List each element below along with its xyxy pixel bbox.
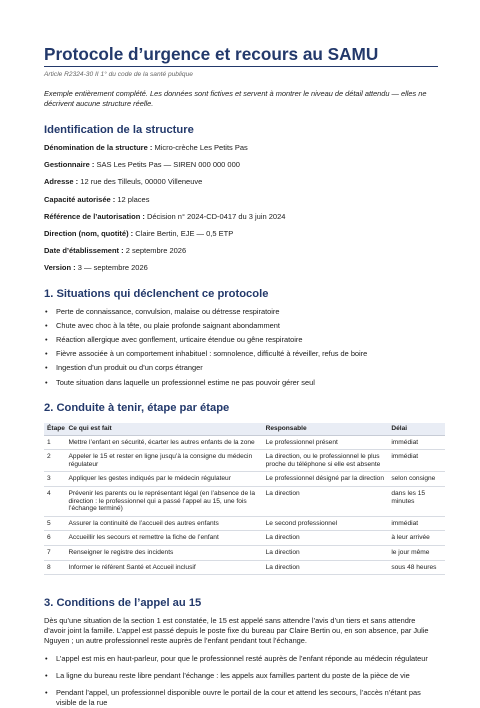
field-version — [44, 263, 438, 272]
conditions-list — [44, 654, 438, 708]
field-value: Micro-crèche Les Petits Pas — [152, 143, 248, 152]
table-cell: le jour même — [388, 545, 445, 560]
field-value: Décision n° 2024-CD-0417 du 3 juin 2024 — [144, 211, 286, 221]
list-item: • Ingestion d’un produit ou d’un corps étranger — [44, 363, 438, 372]
table-cell: Appeler le 15 et rester en ligne jusqu’à la consigne du médecin régulateur — [66, 450, 263, 472]
title-divider — [44, 66, 438, 67]
table-cell: selon consigne — [388, 472, 445, 487]
table-cell: La direction — [263, 545, 389, 560]
table-cell: 2 — [44, 450, 66, 472]
table-row — [44, 531, 445, 546]
column-header: Étape — [44, 423, 66, 436]
field-direction — [44, 229, 438, 238]
field-value: 12 places — [115, 194, 150, 204]
list-item: • Fièvre associée à un comportement inhabituel : somnolence, difficulté à réveiller, refus de boire — [44, 349, 438, 358]
table-cell: sous 48 heures — [388, 560, 445, 575]
fictional-data-note: Exemple entièrement complété. Les données sont fictives et servent à montrer le niveau de détail attendu — elles ne décrivent aucune structure réelle. — [44, 89, 427, 108]
table-header-row — [44, 423, 445, 436]
table-cell: Appliquer les gestes indiqués par le médecin régulateur — [66, 472, 263, 487]
table-row — [44, 560, 445, 575]
column-header: Responsable — [263, 423, 389, 436]
list-item: • Perte de connaissance, convulsion, malaise ou détresse respiratoire — [44, 307, 438, 316]
page-subtitle: Article R2324-30 II 1° du code de la santé publique — [44, 71, 193, 78]
situations-heading: 1. Situations qui déclenchent ce protocole — [44, 287, 269, 300]
table-cell: Assurer la continuité de l’accueil des autres enfants — [66, 516, 263, 531]
table-row — [44, 545, 445, 560]
field-label: Date d’établissement : — [44, 246, 124, 256]
list-item: • La ligne du bureau reste libre pendant l’échange : les appels aux familles partent du poste de la pièce de vie — [44, 671, 438, 681]
field-adresse — [44, 177, 438, 186]
table-cell: La direction — [263, 560, 389, 575]
list-item: • Chute avec choc à la tête, ou plaie profonde saignant abondamment — [44, 321, 438, 330]
table-row — [44, 472, 445, 487]
conditions-heading: 3. Conditions de l’appel au 15 — [44, 597, 202, 610]
conditions-intro: Dès qu’une situation de la section 1 est constatée, le 15 est appelé sans attendre l’avis d’un tiers et sans attendre d’avoir joint la famille. L’appel est passé depuis le poste fixe du bureau par Claire Bertin ou, en son absence, par Julie Nguyen ; un autre professionnel reste auprès de l’enfant pendant tout l’échange. — [44, 616, 429, 646]
table-cell: 8 — [44, 560, 66, 575]
list-item: • Toute situation dans laquelle un professionnel estime ne pas pouvoir gérer seul — [44, 378, 438, 387]
field-label: Référence de l’autorisation : — [44, 211, 145, 221]
field-date — [44, 246, 438, 255]
field-label: Dénomination de la structure : — [44, 143, 153, 152]
field-value: 12 rue des Tilleuls, 00000 Villeneuve — [78, 177, 203, 187]
field-value: SAS Les Petits Pas — SIREN 000 000 000 — [94, 160, 240, 170]
field-label: Adresse : — [44, 177, 79, 187]
field-label: Direction (nom, quotité) : — [44, 229, 134, 239]
field-value: Claire Bertin, EJE — 0,5 ETP — [133, 229, 234, 239]
table-row — [44, 486, 445, 516]
column-header: Délai — [388, 423, 445, 436]
table-cell: à leur arrivée — [388, 531, 445, 546]
situations-list — [44, 307, 438, 387]
table-cell: immédiat — [388, 516, 445, 531]
table-row — [44, 435, 445, 450]
field-label: Gestionnaire : — [44, 160, 95, 170]
table-cell: 1 — [44, 435, 66, 450]
conduite-heading: 2. Conduite à tenir, étape par étape — [44, 401, 230, 414]
field-denomination — [44, 143, 438, 152]
table-cell: La direction — [263, 531, 389, 546]
table-cell: immédiat — [388, 450, 445, 472]
table-cell: 7 — [44, 545, 66, 560]
table-cell: 5 — [44, 516, 66, 531]
field-gestionnaire — [44, 160, 438, 169]
table-cell: Le professionnel présent — [263, 435, 389, 450]
table-row — [44, 516, 445, 531]
identification-fields — [44, 143, 438, 273]
steps-table — [44, 423, 445, 576]
table-cell: Renseigner le registre des incidents — [66, 545, 263, 560]
table-cell: dans les 15 minutes — [388, 486, 445, 516]
table-cell: Mettre l’enfant en sécurité, écarter les autres enfants de la zone — [66, 435, 263, 450]
field-label: Version : — [44, 263, 76, 273]
table-cell: immédiat — [388, 435, 445, 450]
list-item: • Réaction allergique avec gonflement, urticaire étendue ou gêne respiratoire — [44, 335, 438, 344]
table-cell: Le professionnel désigné par la direction — [263, 472, 389, 487]
table-cell: 6 — [44, 531, 66, 546]
table-cell: La direction — [263, 486, 389, 516]
table-cell: 3 — [44, 472, 66, 487]
table-cell: Accueillir les secours et remettre la fiche de l’enfant — [66, 531, 263, 546]
table-cell: Prévenir les parents ou le représentant légal (en l’absence de la direction : le professionnel qui a passé l’appel au 15, une fois l’échange terminé) — [66, 486, 263, 516]
table-cell: La direction, ou le professionnel le plus proche du téléphone si elle est absente — [263, 450, 389, 472]
field-value: 3 — septembre 2026 — [75, 263, 148, 273]
page-title: Protocole d’urgence et recours au SAMU — [44, 44, 379, 64]
field-value: 2 septembre 2026 — [123, 246, 187, 256]
field-label: Capacité autorisée : — [44, 194, 116, 204]
column-header: Ce qui est fait — [66, 423, 263, 436]
list-item: • L’appel est mis en haut-parleur, pour que le professionnel resté auprès de l’enfant réponde au médecin régulateur — [44, 654, 438, 664]
field-capacite — [44, 195, 438, 204]
table-cell: Informer le référent Santé et Accueil inclusif — [66, 560, 263, 575]
field-reference — [44, 212, 438, 221]
list-item: • Pendant l’appel, un professionnel disponible ouvre le portail de la cour et attend les secours, l’accès n’étant pas visible de la rue — [44, 688, 438, 708]
table-cell: Le second professionnel — [263, 516, 389, 531]
table-cell: 4 — [44, 486, 66, 516]
table-row — [44, 450, 445, 472]
identification-heading: Identification de la structure — [44, 124, 194, 136]
